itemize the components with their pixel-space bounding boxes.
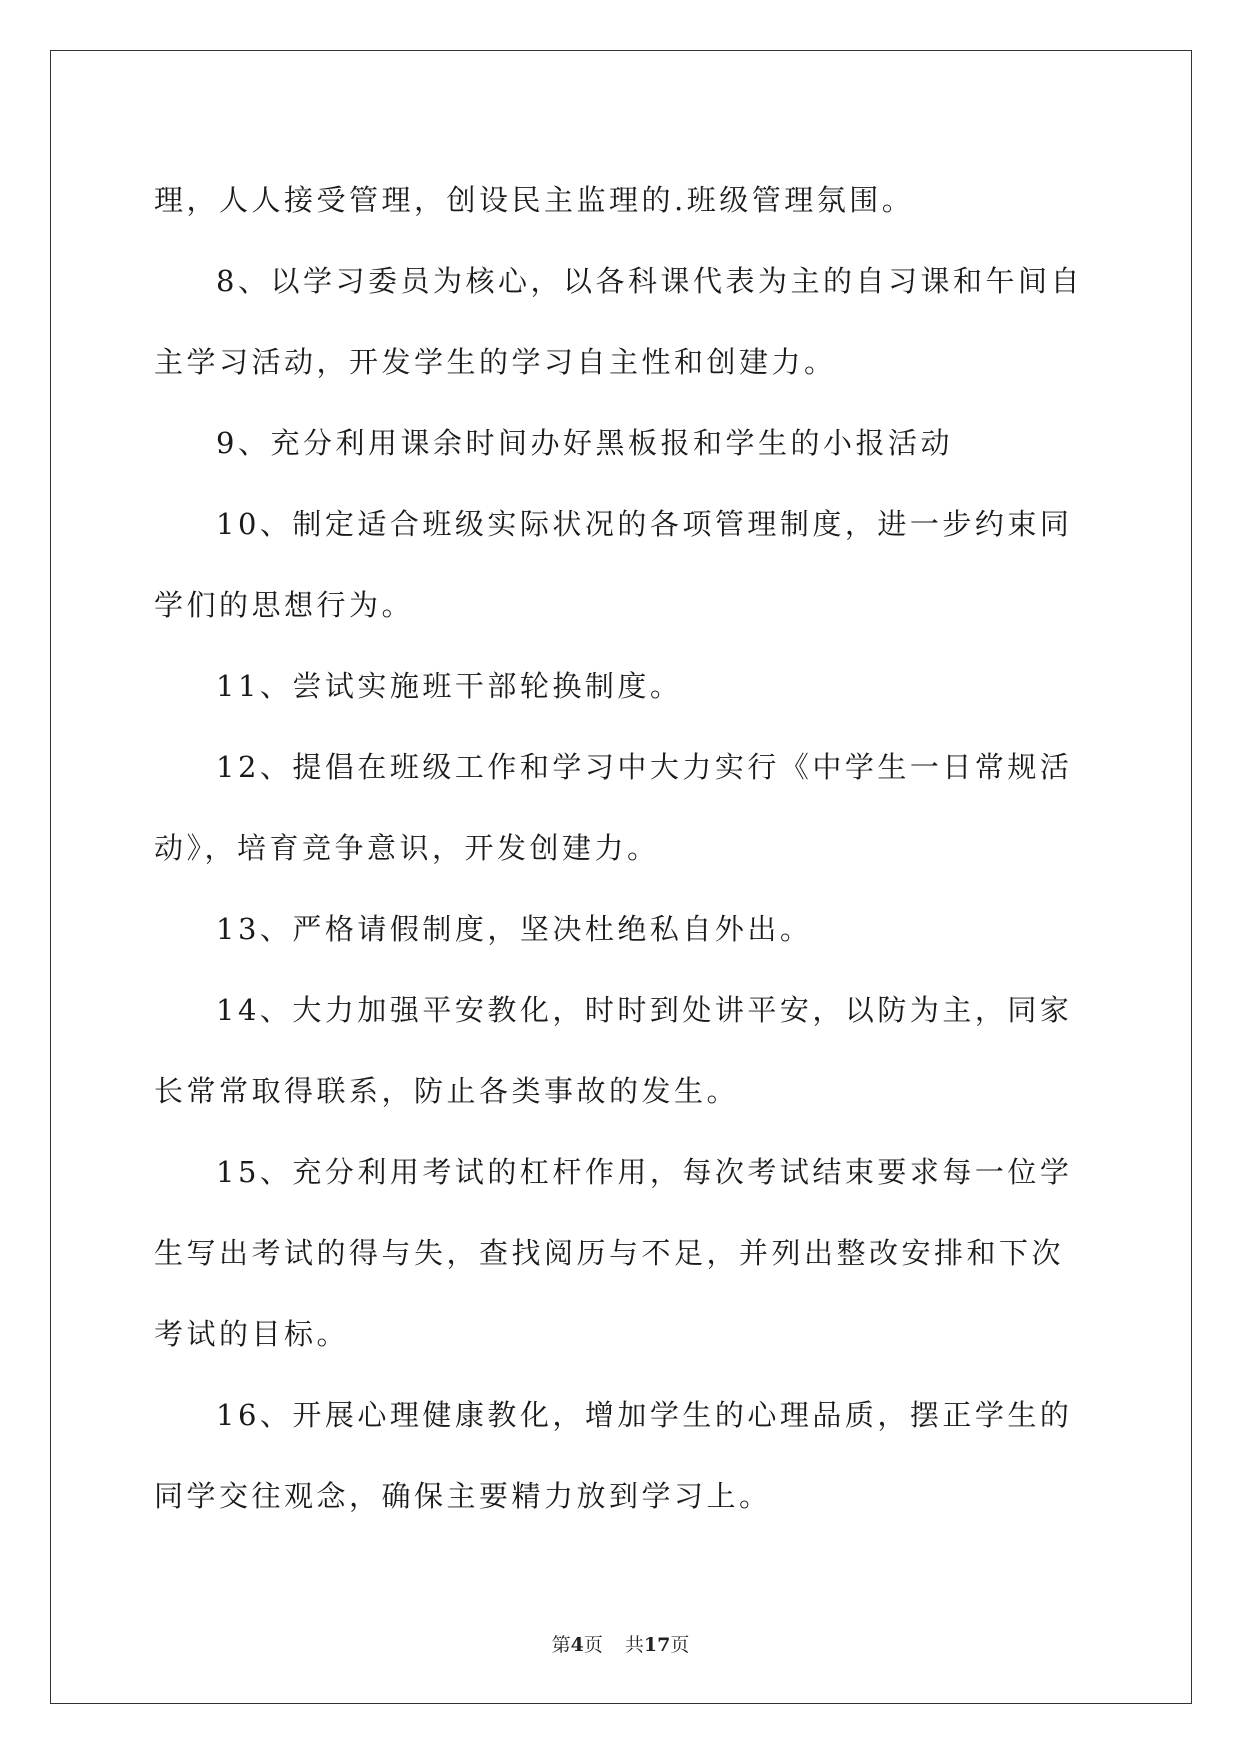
total-prefix: 共 [624, 1634, 644, 1656]
paragraph-continuation: 理，人人接受管理，创设民主监理的.班级管理氛围。 [154, 183, 915, 217]
total-suffix: 页 [670, 1634, 690, 1656]
page-prefix: 第 [551, 1634, 571, 1656]
total-pages: 17 [643, 1634, 671, 1656]
paragraph-item-8: 8、以学习委员为核心，以各科课代表为主的自习课和午间自主学习活动，开发学生的学习自主性和创建力。 [154, 264, 1083, 379]
document-body [154, 160, 1094, 1537]
page-suffix: 页 [583, 1634, 603, 1656]
paragraph-item-10: 10、制定适合班级实际状况的各项管理制度，进一步约束同学们的思想行为。 [154, 507, 1073, 622]
paragraph-item-9: 9、充分利用课余时间办好黑板报和学生的小报活动 [216, 426, 953, 460]
paragraph-item-12: 12、提倡在班级工作和学习中大力实行《中学生一日常规活动》，培育竞争意识，开发创建力。 [154, 750, 1073, 865]
paragraph-item-13: 13、严格请假制度，坚决杜绝私自外出。 [216, 912, 813, 946]
paragraph-item-14: 14、大力加强平安教化，时时到处讲平安，以防为主，同家长常常取得联系，防止各类事故的发生。 [154, 993, 1073, 1108]
paragraph-item-15: 15、充分利用考试的杠杆作用，每次考试结束要求每一位学生写出考试的得与失，查找阅历与不足，并列出整改安排和下次考试的目标。 [154, 1155, 1073, 1351]
page-footer [0, 1630, 1241, 1657]
paragraph-item-11: 11、尝试实施班干部轮换制度。 [216, 669, 683, 703]
page-number: 4 [570, 1634, 584, 1656]
paragraph-item-16: 16、开展心理健康教化，增加学生的心理品质，摆正学生的同学交往观念，确保主要精力放到学习上。 [154, 1398, 1073, 1513]
